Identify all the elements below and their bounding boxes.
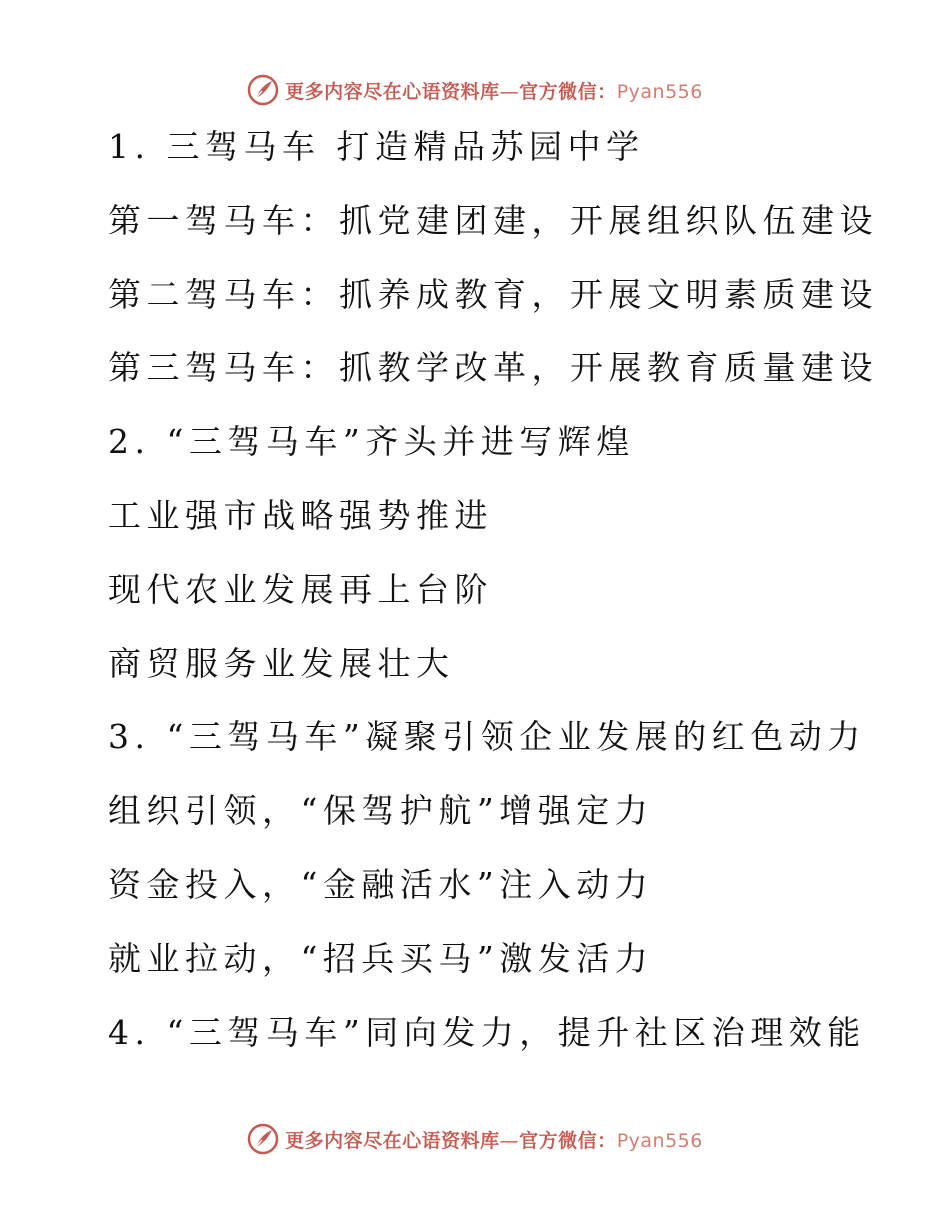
text-line: 第二驾马车：抓养成教育，开展文明素质建设 (108, 274, 878, 314)
text-line: 资金投入，“金融活水”注入动力 (108, 864, 654, 904)
text-line: 第一驾马车：抓党建团建，开展组织队伍建设 (108, 200, 878, 240)
header-watermark (0, 70, 950, 110)
heading-2: 2. “三驾马车”齐头并进写辉煌 (108, 422, 635, 462)
watermark-text (285, 1126, 703, 1153)
document-body (108, 110, 908, 1069)
text-line: 工业强市战略强势推进 (108, 495, 493, 535)
watermark-official-label: 官方微信： (519, 80, 617, 103)
watermark-id: Pyan556 (616, 1129, 703, 1152)
text-line: 第三驾马车：抓教学改革，开展教育质量建设 (108, 348, 878, 388)
watermark-brand: 更多内容尽在心语资料库 (285, 1129, 500, 1152)
watermark-separator: — (499, 80, 520, 103)
footer-watermark (0, 1119, 950, 1159)
heading-1: 1. 三驾马车 打造精品苏园中学 (108, 127, 645, 166)
feather-logo-icon (247, 74, 279, 106)
text-line: 现代农业发展再上台阶 (108, 569, 493, 609)
text-line: 就业拉动，“招兵买马”激发活力 (108, 938, 654, 978)
heading-3: 3. “三驾马车”凝聚引领企业发展的红色动力 (108, 717, 866, 757)
watermark-id: Pyan556 (616, 80, 703, 103)
watermark-separator: — (499, 1129, 520, 1152)
watermark-official-label: 官方微信： (519, 1129, 617, 1152)
heading-4: 4. “三驾马车”同向发力，提升社区治理效能 (108, 1012, 866, 1052)
watermark-brand: 更多内容尽在心语资料库 (285, 80, 500, 103)
watermark-text (285, 77, 703, 104)
text-line: 商贸服务业发展壮大 (108, 643, 455, 683)
feather-logo-icon (247, 1123, 279, 1155)
text-line: 组织引领，“保驾护航”增强定力 (108, 791, 654, 831)
